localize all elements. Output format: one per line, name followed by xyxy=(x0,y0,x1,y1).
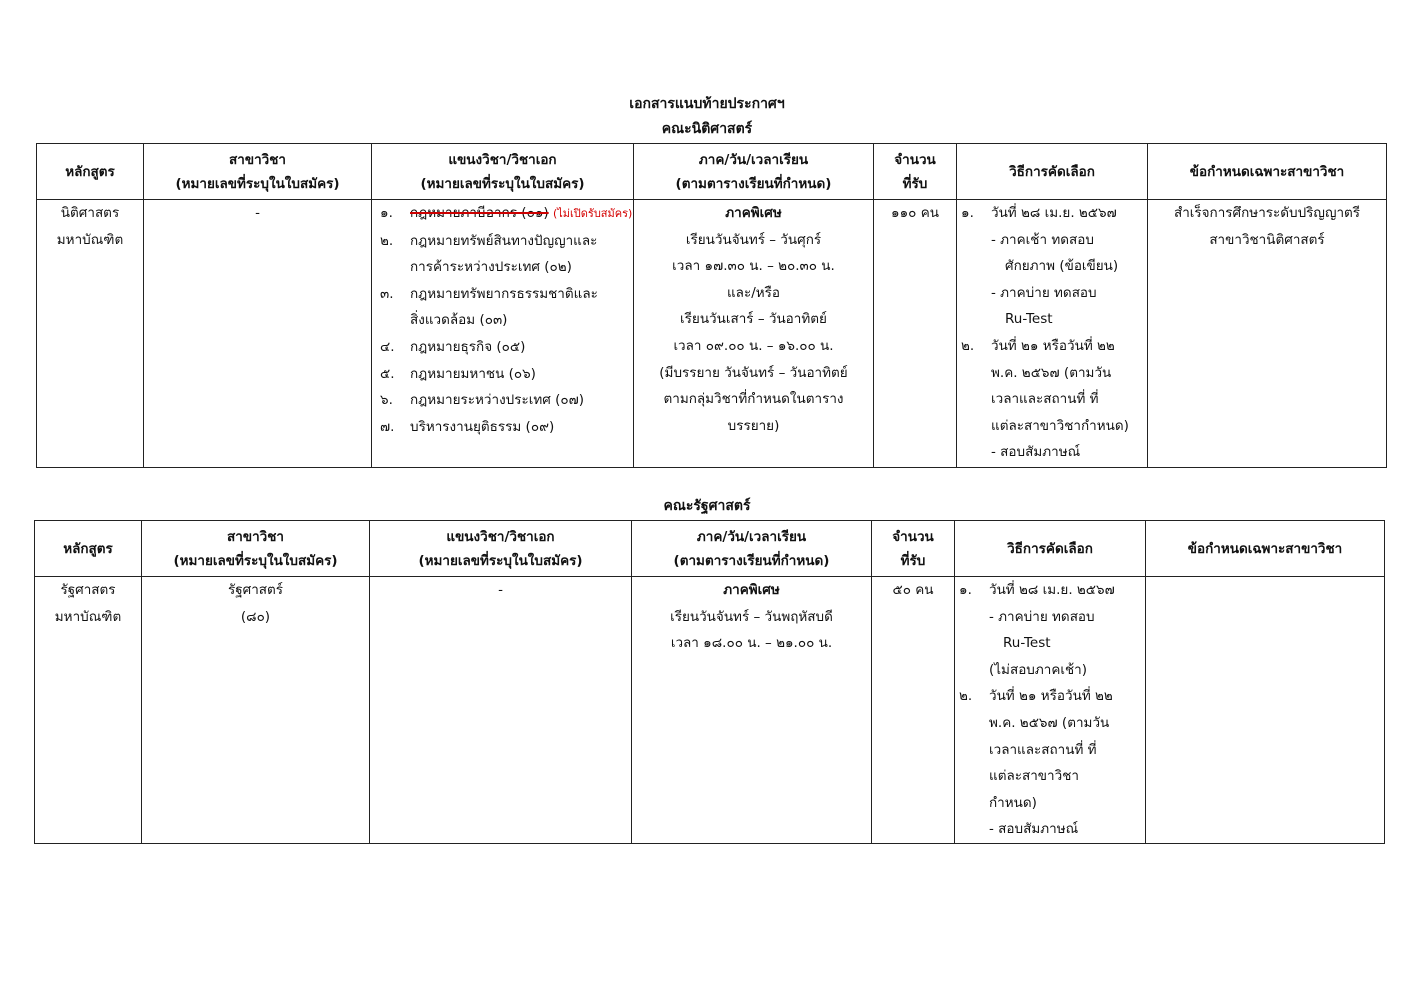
header-program: หลักสูตร xyxy=(37,144,144,200)
law-concentration-cell xyxy=(372,200,634,468)
selection-step: พ.ค. ๒๕๖๗ (ตามวัน xyxy=(989,714,1110,731)
not-open-note: (ไม่เปิดรับสมัคร) xyxy=(552,207,633,220)
law-program-cell: นิติศาสตร มหาบัณฑิต xyxy=(37,200,144,468)
header-program: หลักสูตร xyxy=(35,521,142,577)
selection-step: แต่ละสาขาวิชากำหนด) xyxy=(991,417,1129,434)
polsci-program-cell: รัฐศาสตร มหาบัณฑิต xyxy=(35,577,142,844)
header-quota: จำนวน ที่รับ xyxy=(874,144,957,200)
law-major-cell: - xyxy=(144,200,372,468)
selection-step: ศักยภาพ (ข้อเขียน) xyxy=(1005,258,1119,275)
header-major: สาขาวิชา (หมายเลขที่ระบุในใบสมัคร) xyxy=(144,144,372,200)
selection-step: ๒. วันที่ ๒๑ หรือวันที่ ๒๒ xyxy=(961,337,1115,354)
selection-step: (ไม่สอบภาคเช้า) xyxy=(989,661,1088,678)
faculty-title-law: คณะนิติศาสตร์ xyxy=(661,121,753,137)
selection-step: - ภาคเช้า ทดสอบ xyxy=(991,231,1094,248)
concentration-item: ๒. กฎหมายทรัพย์สินทางปัญญาและ xyxy=(380,232,598,249)
law-schedule-cell: ภาคพิเศษ เรียนวันจันทร์ – วันศุกร์ เวลา ๑๗.๓๐ น. – ๒๐.๓๐ น. และ/หรือ เรียนวันเสาร์ – วันอาทิตย์ เวลา ๐๙.๐๐ น. – ๑๖.๐๐ น. (มีบรรยาย วันจันทร์ – วันอาทิตย์ ตามกลุ่มวิชาที่กำหนดในตาราง บรรยาย) xyxy=(634,200,874,468)
selection-step: - ภาคบ่าย ทดสอบ xyxy=(989,608,1095,625)
selection-step: ๒. วันที่ ๒๑ หรือวันที่ ๒๒ xyxy=(959,688,1113,705)
law-quota-cell: ๑๑๐ คน xyxy=(874,200,957,468)
header-requirements: ข้อกำหนดเฉพาะสาขาวิชา xyxy=(1148,144,1387,200)
selection-step: Ru-Test xyxy=(1005,311,1053,328)
concentration-item: ๕. กฎหมายมหาชน (๐๖) xyxy=(380,365,536,382)
polsci-schedule-cell: ภาคพิเศษ เรียนวันจันทร์ – วันพฤหัสบดี เวลา ๑๘.๐๐ น. – ๒๑.๐๐ น. xyxy=(632,577,872,844)
concentration-item: ๖. กฎหมายระหว่างประเทศ (๐๗) xyxy=(380,392,585,409)
polsci-table-header-row xyxy=(35,521,1385,577)
header-schedule: ภาค/วัน/เวลาเรียน (ตามตารางเรียนที่กำหนด) xyxy=(634,144,874,200)
selection-step: เวลาและสถานที่ ที่ xyxy=(989,741,1097,758)
selection-step: แต่ละสาขาวิชา xyxy=(989,768,1079,785)
selection-step: กำหนด) xyxy=(989,794,1037,811)
law-requirements-cell: สำเร็จการศึกษาระดับปริญญาตรี สาขาวิชานิติศาสตร์ xyxy=(1148,200,1387,468)
header-quota: จำนวน ที่รับ xyxy=(872,521,955,577)
law-program-row xyxy=(37,200,1387,468)
polsci-admission-table xyxy=(34,520,1385,844)
polsci-quota-cell: ๕๐ คน xyxy=(872,577,955,844)
polsci-program-row xyxy=(35,577,1385,844)
law-table-header-row xyxy=(37,144,1387,200)
concentration-item: ๗. บริหารงานยุติธรรม (๐๙) xyxy=(380,418,555,435)
header-requirements: ข้อกำหนดเฉพาะสาขาวิชา xyxy=(1146,521,1385,577)
selection-step: - สอบสัมภาษณ์ xyxy=(989,821,1079,838)
selection-step: Ru-Test xyxy=(1003,635,1051,652)
selection-step: พ.ค. ๒๕๖๗ (ตามวัน xyxy=(991,364,1112,381)
law-selection-cell xyxy=(957,200,1148,468)
concentration-item: ๔. กฎหมายธุรกิจ (๐๕) xyxy=(380,338,526,355)
header-concentration: แขนงวิชา/วิชาเอก (หมายเลขที่ระบุในใบสมัคร) xyxy=(372,144,634,200)
faculty-title-polsci: คณะรัฐศาสตร์ xyxy=(663,498,751,514)
concentration-item: สิ่งแวดล้อม (๐๓) xyxy=(410,312,508,329)
concentration-item: ๑. กฎหมายภาษีอากร (๐๑) (ไม่เปิดรับสมัคร) xyxy=(380,205,633,221)
selection-step: - สอบสัมภาษณ์ xyxy=(991,444,1081,461)
document-title: เอกสารแนบท้ายประกาศฯ xyxy=(629,96,785,112)
polsci-requirements-cell xyxy=(1146,577,1385,844)
selection-step: เวลาและสถานที่ ที่ xyxy=(991,391,1099,408)
polsci-major-cell: รัฐศาสตร์ (๘๐) xyxy=(142,577,370,844)
header-major: สาขาวิชา (หมายเลขที่ระบุในใบสมัคร) xyxy=(142,521,370,577)
selection-step: ๑. วันที่ ๒๘ เม.ย. ๒๕๖๗ xyxy=(961,205,1117,221)
concentration-item: ๓. กฎหมายทรัพยากรธรรมชาติและ xyxy=(380,285,598,302)
header-selection: วิธีการคัดเลือก xyxy=(955,521,1146,577)
polsci-selection-cell xyxy=(955,577,1146,844)
polsci-concentration-cell: - xyxy=(370,577,632,844)
concentration-item: การค้าระหว่างประเทศ (๐๒) xyxy=(410,259,572,276)
selection-step: - ภาคบ่าย ทดสอบ xyxy=(991,284,1097,301)
law-admission-table xyxy=(36,143,1387,468)
header-schedule: ภาค/วัน/เวลาเรียน (ตามตารางเรียนที่กำหนด) xyxy=(632,521,872,577)
header-selection: วิธีการคัดเลือก xyxy=(957,144,1148,200)
selection-step: ๑. วันที่ ๒๘ เม.ย. ๒๕๖๗ xyxy=(959,582,1115,598)
header-concentration: แขนงวิชา/วิชาเอก (หมายเลขที่ระบุในใบสมัคร) xyxy=(370,521,632,577)
